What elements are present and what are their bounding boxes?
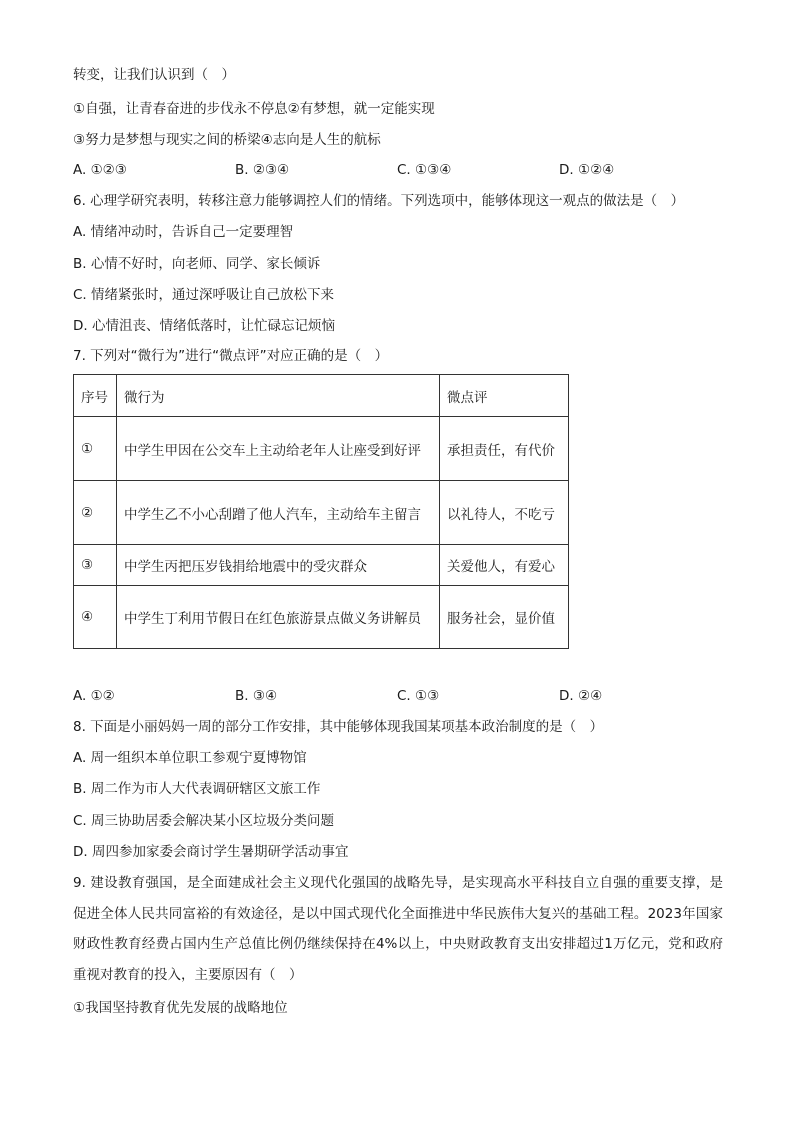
q7-table — [73, 374, 569, 649]
q8-option-c: C. 周三协助居委会解决某小区垃圾分类问题 — [73, 813, 335, 829]
row-seq: ④ — [74, 586, 117, 649]
row-seq: ③ — [74, 545, 117, 586]
header-seq: 序号 — [74, 375, 117, 417]
row-comment: 关爱他人，有爱心 — [440, 545, 569, 586]
q8-stem: 8. 下面是小丽妈妈一周的部分工作安排，其中能够体现我国某项基本政治制度的是（ ） — [73, 719, 604, 735]
table-row — [74, 545, 569, 586]
row-comment: 以礼待人，不吃亏 — [440, 481, 569, 545]
q6-option-b: B. 心情不好时，向老师、同学、家长倾诉 — [73, 256, 321, 272]
row-comment: 服务社会，显价值 — [440, 586, 569, 649]
q9-statement-1: ①我国坚持教育优先发展的战略地位 — [73, 1000, 288, 1016]
q6-option-a: A. 情绪冲动时，告诉自己一定要理智 — [73, 224, 294, 240]
row-seq: ② — [74, 481, 117, 545]
q6-option-c: C. 情绪紧张时，通过深呼吸让自己放松下来 — [73, 287, 335, 303]
q5-option-d: D. ①②④ — [559, 162, 615, 178]
table-row — [74, 481, 569, 545]
table-row — [74, 586, 569, 649]
q5-statements-line-2: ③努力是梦想与现实之间的桥梁④志向是人生的航标 — [73, 132, 381, 148]
q9-stem: 9. 建设教育强国，是全面建成社会主义现代化强国的战略先导，是实现高水平科技自立自强的重要支撑，是促进全体人民共同富裕的有效途径，是以中国式现代化全面推进中华民族伟大复兴的基础工程。2023年国家财政性教育经费占国内生产总值比例仍继续保持在4%以上，中央财政教育支出安排超过1万亿元，党和政府重视对教育的投入，主要原因有（ ） — [73, 875, 723, 984]
header-behavior: 微行为 — [117, 375, 440, 417]
q6-option-d: D. 心情沮丧、情绪低落时，让忙碌忘记烦恼 — [73, 318, 335, 334]
q5-option-a: A. ①②③ — [73, 162, 127, 178]
q7-option-d: D. ②④ — [559, 688, 603, 704]
q8-option-d: D. 周四参加家委会商讨学生暑期研学活动事宜 — [73, 844, 349, 860]
q7-option-a: A. ①② — [73, 688, 115, 704]
row-behavior: 中学生丁利用节假日在红色旅游景点做义务讲解员 — [117, 586, 440, 649]
q8-option-b: B. 周二作为市人大代表调研辖区文旅工作 — [73, 781, 321, 797]
table-header-row — [74, 375, 569, 417]
q5-option-b: B. ②③④ — [235, 162, 290, 178]
q8-option-a: A. 周一组织本单位职工参观宁夏博物馆 — [73, 750, 307, 766]
q7-stem: 7. 下列对“微行为”进行“微点评”对应正确的是（ ） — [73, 348, 389, 364]
q7-option-b: B. ③④ — [235, 688, 278, 704]
q7-option-c: C. ①③ — [397, 688, 440, 704]
row-behavior: 中学生乙不小心刮蹭了他人汽车，主动给车主留言 — [117, 481, 440, 545]
q5-tail-text: 转变，让我们认识到（ ） — [73, 67, 235, 83]
row-behavior: 中学生丙把压岁钱捐给地震中的受灾群众 — [117, 545, 440, 586]
table-row — [74, 417, 569, 481]
q5-statements-line-1: ①自强，让青春奋进的步伐永不停息②有梦想，就一定能实现 — [73, 101, 435, 117]
q6-stem: 6. 心理学研究表明，转移注意力能够调控人们的情绪。下列选项中，能够体现这一观点的做法是（ ） — [73, 193, 685, 209]
q5-option-c: C. ①③④ — [397, 162, 452, 178]
header-comment: 微点评 — [440, 375, 569, 417]
row-comment: 承担责任，有代价 — [440, 417, 569, 481]
row-behavior: 中学生甲因在公交车上主动给老年人让座受到好评 — [117, 417, 440, 481]
row-seq: ① — [74, 417, 117, 481]
